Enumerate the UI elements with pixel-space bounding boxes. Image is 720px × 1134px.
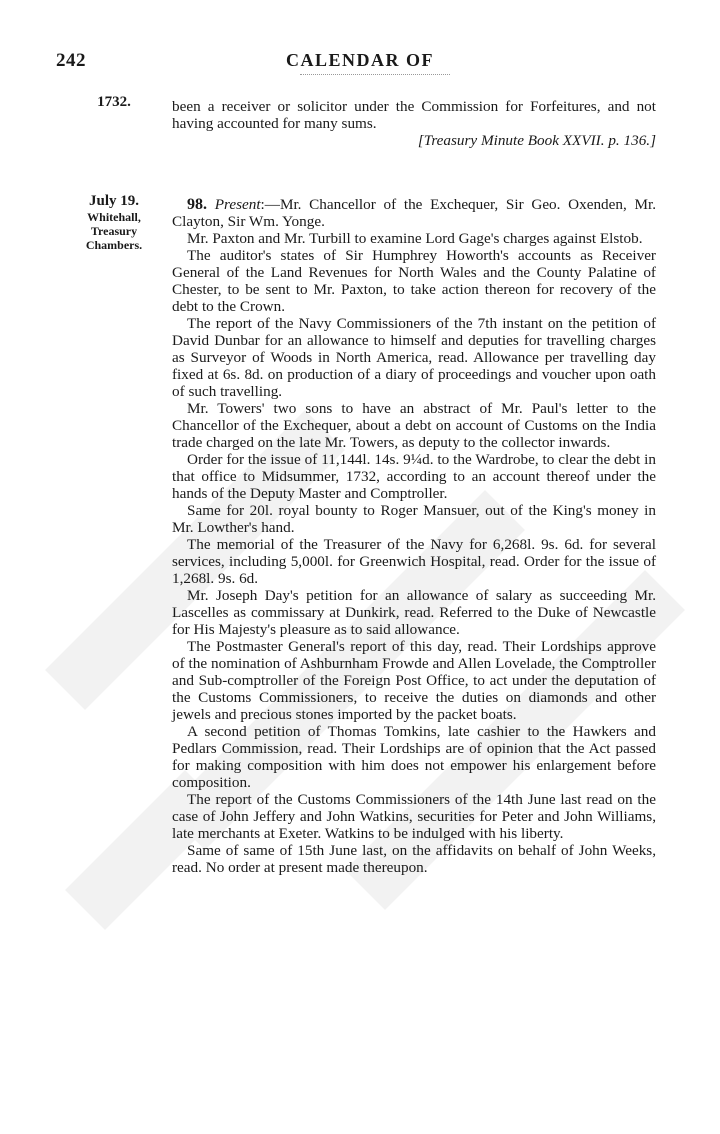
continuation-text: been a receiver or solicitor under the Commission for Forfeitures, and not having accounted for many sums.: [172, 98, 656, 132]
present-label: Present: [214, 196, 261, 213]
running-title: CALENDAR OF: [285, 50, 434, 70]
entry-number: 98.: [187, 196, 207, 213]
present-text: :—Mr. Chancellor of the Exchequer, Sir Geo. Oxenden, Mr. Clayton, Sir Wm. Yonge.: [172, 196, 656, 230]
paragraph: Mr. Towers' two sons to have an abstract of Mr. Paul's letter to the Chancellor of the Exchequer, about a debt on account of Customs on the India trade charged on the late Mr. Towers, as deputy to the collector inwards.: [172, 400, 656, 451]
margin-date-place: [70, 193, 158, 252]
paragraph: A second petition of Thomas Tomkins, late cashier to the Hawkers and Pedlars Commission, read. Their Lordships are of opinion that the Act passed for making composition with him does not empower his enlargement before composition.: [172, 723, 656, 791]
paragraph: The Postmaster General's report of this day, read. Their Lordships approve of the nomination of Ashburnham Frowde and Allen Lovelade, the Comptroller and Sub-comptroller of the Foreign Post Office, to act under the deputation of the Customs Commissioners, to receive the duties on diamonds and other jewels and precious stones imported by the packet boats.: [172, 638, 656, 723]
continuation-block: [172, 98, 656, 149]
margin-place-line1: Whitehall,: [87, 210, 141, 224]
paragraph: The auditor's states of Sir Humphrey Howorth's accounts as Receiver General of the Land Revenues for North Wales and the County Palatine of Chester, to be sent to Mr. Paxton, to take action thereon for recovery of the debt to the Crown.: [172, 247, 656, 315]
margin-place-line3: Chambers.: [85, 238, 143, 252]
margin-date: July 19.: [88, 193, 139, 209]
paragraph: The report of the Navy Commissioners of the 7th instant on the petition of David Dunbar for an allowance to himself and deputies for travelling charges as Surveyor of Woods in North America, read. Allowance per travelling day fixed at 6s. 8d. on production of a diary of proceedings and voucher upon oath of such travelling.: [172, 315, 656, 400]
citation: [Treasury Minute Book XXVII. p. 136.]: [417, 132, 656, 149]
paragraph: Same of same of 15th June last, on the affidavits on behalf of John Weeks, read. No order at present made thereupon.: [172, 842, 656, 876]
paragraph: The memorial of the Treasurer of the Navy for 6,268l. 9s. 6d. for several services, including 5,000l. for Greenwich Hospital, read. Order for the issue of 1,268l. 9s. 6d.: [172, 536, 656, 587]
paragraph: Same for 20l. royal bounty to Roger Mansuer, out of the King's money in Mr. Lowther's hand.: [172, 502, 656, 536]
header-rule: [300, 74, 450, 75]
page-number: 242: [56, 50, 86, 71]
paragraph: The report of the Customs Commissioners of the 14th June last read on the case of John Jeffery and John Watkins, securities for Peter and John Williams, late merchants at Exeter. Watkins to be indulged with his liberty.: [172, 791, 656, 842]
margin-year: 1732.: [97, 94, 131, 110]
margin-place-line2: Treasury: [90, 224, 138, 238]
entry-block: [172, 196, 656, 876]
paragraph: Mr. Joseph Day's petition for an allowance of salary as succeeding Mr. Lascelles as commissary at Dunkirk, read. Referred to the Duke of Newcastle for His Majesty's pleasure as to said allowance.: [172, 587, 656, 638]
paragraph: Order for the issue of 11,144l. 14s. 9¼d. to the Wardrobe, to clear the debt in that office to Midsummer, 1732, according to an account thereof under the hands of the Deputy Master and Comptroller.: [172, 451, 656, 502]
entry-present: [172, 196, 656, 230]
paragraph: Mr. Paxton and Mr. Turbill to examine Lord Gage's charges against Elstob.: [187, 230, 643, 247]
